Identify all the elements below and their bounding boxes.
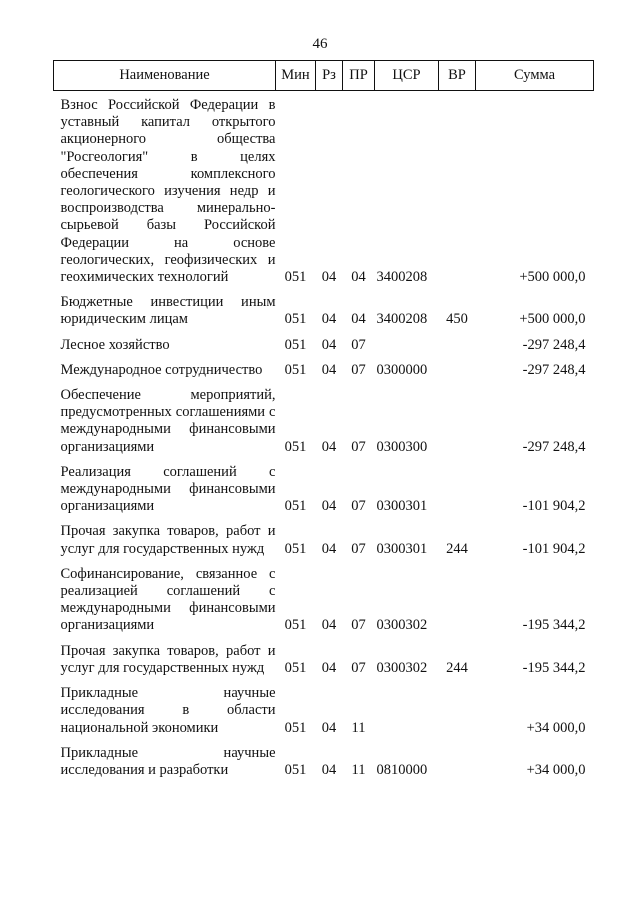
column-header-vr: ВР <box>439 61 476 91</box>
row-min: 051 <box>284 761 307 778</box>
row-pr: 11 <box>351 719 366 736</box>
row-pr: 11 <box>351 761 366 778</box>
row-vr <box>439 461 476 521</box>
row-rz: 04 <box>321 269 337 286</box>
page-number: 46 <box>312 36 328 52</box>
row-vr <box>439 359 476 384</box>
row-csr <box>375 682 439 742</box>
row-rz: 04 <box>321 540 337 557</box>
row-rz: 04 <box>321 336 337 353</box>
row-name: Лесное хозяйство <box>60 336 170 353</box>
row-csr: 0300000 <box>376 361 428 378</box>
row-pr: 07 <box>351 617 366 634</box>
row-name: Прикладные научные исследования и разработки <box>60 744 276 778</box>
row-csr: 0300301 <box>376 540 428 557</box>
budget-table <box>53 60 594 784</box>
row-min: 051 <box>284 617 307 634</box>
row-vr <box>439 682 476 742</box>
row-rz: 04 <box>321 361 337 378</box>
row-sum: +34 000,0 <box>526 761 586 778</box>
row-sum: -297 248,4 <box>522 361 586 378</box>
column-header-pr: ПР <box>343 61 375 91</box>
row-sum: -195 344,2 <box>522 617 586 634</box>
row-sum: -101 904,2 <box>522 540 586 557</box>
row-min: 051 <box>284 719 307 736</box>
row-csr: 0300302 <box>376 617 428 634</box>
row-vr: 450 <box>446 311 468 328</box>
row-min: 051 <box>284 269 307 286</box>
row-vr: 244 <box>446 540 468 557</box>
row-name: Прочая закупка товаров, работ и услуг для государственных нужд <box>60 642 276 676</box>
row-min: 051 <box>284 336 307 353</box>
table-row <box>54 682 594 742</box>
row-sum: +500 000,0 <box>519 311 586 328</box>
row-pr: 04 <box>351 311 366 328</box>
row-csr: 3400208 <box>376 311 428 328</box>
column-header-sum: Сумма <box>476 61 594 91</box>
row-pr: 07 <box>351 540 366 557</box>
row-name: Бюджетные инвестиции иным юридическим лицам <box>60 294 276 328</box>
row-rz: 04 <box>321 311 337 328</box>
row-vr <box>439 742 476 784</box>
row-sum: -195 344,2 <box>522 659 586 676</box>
row-min: 051 <box>284 540 307 557</box>
row-vr <box>439 334 476 359</box>
row-sum: +34 000,0 <box>526 719 586 736</box>
table-row <box>54 91 594 292</box>
table-row <box>54 640 594 682</box>
row-pr: 07 <box>351 336 366 353</box>
row-rz: 04 <box>321 659 337 676</box>
table-row <box>54 742 594 784</box>
table-row <box>54 291 594 333</box>
row-vr <box>439 91 476 292</box>
table-row <box>54 520 594 562</box>
row-name: Софинансирование, связанное с реализацией соглашений с международными финансовыми организациями <box>60 565 276 634</box>
row-pr: 04 <box>351 269 366 286</box>
row-csr <box>375 334 439 359</box>
row-sum: +500 000,0 <box>519 269 586 286</box>
row-min: 051 <box>284 498 307 515</box>
row-rz: 04 <box>321 617 337 634</box>
row-csr: 3400208 <box>376 269 428 286</box>
row-vr <box>439 563 476 640</box>
column-header-name: Наименование <box>54 61 276 91</box>
row-min: 051 <box>284 311 307 328</box>
table-row <box>54 563 594 640</box>
column-header-min: Мин <box>276 61 316 91</box>
table-row <box>54 334 594 359</box>
row-rz: 04 <box>321 761 337 778</box>
row-csr: 0300302 <box>376 659 428 676</box>
row-sum: -101 904,2 <box>522 498 586 515</box>
row-pr: 07 <box>351 659 366 676</box>
column-header-csr: ЦСР <box>375 61 439 91</box>
row-min: 051 <box>284 438 307 455</box>
row-vr: 244 <box>446 659 468 676</box>
row-sum: -297 248,4 <box>522 336 586 353</box>
row-csr: 0300300 <box>376 438 428 455</box>
row-min: 051 <box>284 361 307 378</box>
row-rz: 04 <box>321 438 337 455</box>
row-name: Прочая закупка товаров, работ и услуг для государственных нужд <box>60 523 276 557</box>
row-name: Прикладные научные исследования в области национальной экономики <box>60 685 276 736</box>
row-min: 051 <box>284 659 307 676</box>
row-pr: 07 <box>351 498 366 515</box>
row-rz: 04 <box>321 719 337 736</box>
row-name: Реализация соглашений с международными финансовыми организациями <box>60 463 276 515</box>
row-csr: 0300301 <box>376 498 428 515</box>
table-row <box>54 359 594 384</box>
row-rz: 04 <box>321 498 337 515</box>
table-row <box>54 384 594 461</box>
row-name: Международное сотрудничество <box>60 361 263 378</box>
table-row <box>54 461 594 521</box>
row-name: Взнос Российской Федерации в уставный капитал открытого акционерного общества "Росгеология" в целях обеспечения комплексного геологического изучения недр и воспроизводства минерально-сырьевой базы Российской Федерации на основе геологических, геофизических и геохимических технологий <box>60 97 276 286</box>
row-sum: -297 248,4 <box>522 438 586 455</box>
table-header <box>54 61 594 91</box>
row-vr <box>439 384 476 461</box>
row-pr: 07 <box>351 438 366 455</box>
row-name: Обеспечение мероприятий, предусмотренных соглашениями с международными финансовыми организациями <box>60 387 276 455</box>
column-header-rz: Рз <box>316 61 343 91</box>
table-body <box>54 91 594 785</box>
row-csr: 0810000 <box>376 761 428 778</box>
row-pr: 07 <box>351 361 366 378</box>
